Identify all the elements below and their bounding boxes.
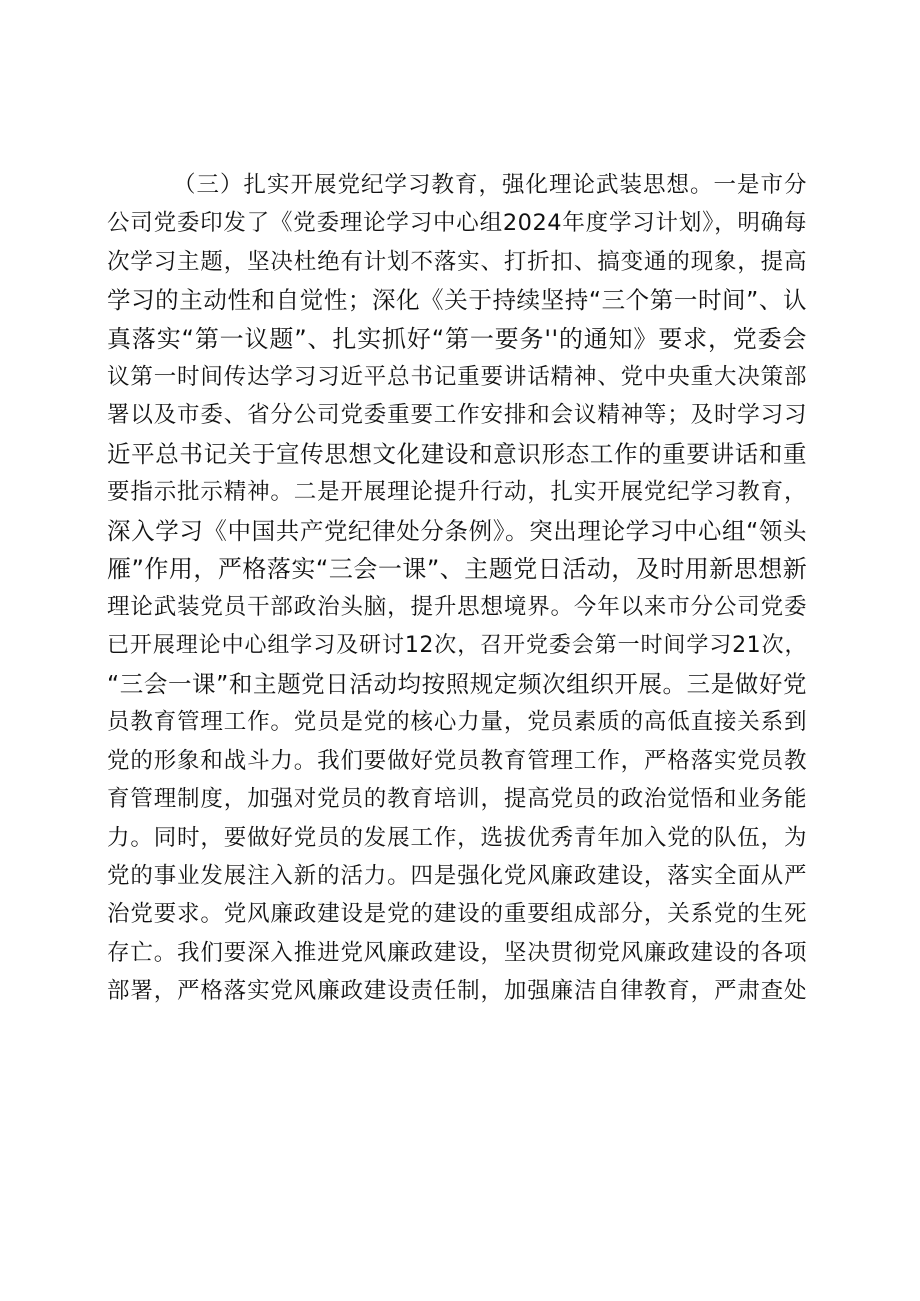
paragraph-line: 党的事业发展注入新的活力。四是强化党风廉政建设，落实全面从严: [107, 863, 807, 890]
paragraph-line: 育管理制度，加强对党员的教育培训，提高党员的政治觉悟和业务能: [107, 786, 807, 813]
paragraph-line: 部署，严格落实党风廉政建设责任制，加强廉洁自律教育，严肃查处: [107, 978, 807, 1005]
paragraph-line: 存亡。我们要深入推进党风廉政建设，坚决贯彻党风廉政建设的各项: [107, 939, 807, 966]
paragraph-line: 公司党委印发了《党委理论学习中心组2024年度学习计划》，明确每: [107, 210, 807, 237]
paragraph-line: 理论武装党员干部政治头脑，提升思想境界。今年以来市分公司党委: [107, 594, 807, 621]
paragraph-line: 深入学习《中国共产党纪律处分条例》。突出理论学习中心组“领头: [107, 516, 807, 545]
paragraph-line: 已开展理论中心组学习及研讨12次，召开党委会第一时间学习21次，: [107, 632, 807, 658]
paragraph-line: 雁”作用，严格落实“三会一课”、主题党日活动，及时用新思想新: [107, 554, 808, 583]
paragraph-line: （三）扎实开展党纪学习教育，强化理论武装思想。一是市分: [173, 172, 807, 198]
paragraph-line: 议第一时间传达学习习近平总书记重要讲话精神、党中央重大决策部: [107, 363, 807, 390]
paragraph-line: 次学习主题，坚决杜绝有计划不落实、打折扣、搞变通的现象，提高: [107, 248, 807, 275]
paragraph-line: 要指示批示精神。二是开展理论提升行动，扎实开展党纪学习教育，: [107, 479, 807, 506]
paragraph-line: 学习的主动性和自觉性；深化《关于持续坚持“三个第一时间”、认: [107, 286, 807, 315]
paragraph-line: “三会一课”和主题党日活动均按照规定频次组织开展。三是做好党: [107, 670, 807, 699]
paragraph-line: 署以及市委、省分公司党委重要工作安排和会议精神等；及时学习习: [107, 402, 807, 429]
paragraph-line: 治党要求。党风廉政建设是党的建设的重要组成部分，关系党的生死: [107, 901, 807, 928]
paragraph-line: 真落实“第一议题”、扎实抓好“第一要务''的通知》要求，党委会: [107, 324, 807, 353]
paragraph-line: 近平总书记关于宣传思想文化建设和意识形态工作的重要讲话和重: [107, 439, 807, 468]
body-paragraph: [107, 166, 807, 1011]
paragraph-line: 员教育管理工作。党员是党的核心力量，党员素质的高低直接关系到: [107, 709, 807, 736]
paragraph-line: 力。同时，要做好党员的发展工作，选拔优秀青年加入党的队伍，为: [107, 824, 807, 851]
paragraph-line: 党的形象和战斗力。我们要做好党员教育管理工作，严格落实党员教: [107, 747, 807, 774]
